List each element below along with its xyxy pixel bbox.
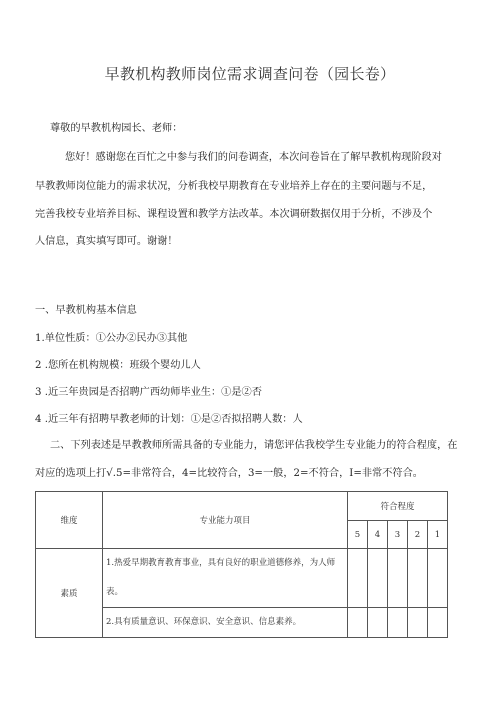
section-instruction: 二、下列表述是早教教师所需具备的专业能力，请您评估我校学生专业能力的符合程度，在 — [50, 440, 458, 451]
question-item: 2 .您所在机构规模：班级个婴幼儿人 — [35, 360, 201, 371]
score-1: 1 — [428, 521, 448, 549]
rating-cell[interactable] — [348, 549, 368, 608]
question-item: 3 .近三年贵园是否招聘广西幼师毕业生：①是②否 — [35, 387, 262, 398]
intro-line: 早教教师岗位能力的需求状况，分析我校早期教育在专业培养上存在的主要问题与不足， — [35, 181, 433, 192]
question-item: 4 .近三年有招聘早教老师的计划：①是②否拟招聘人数：人 — [35, 414, 303, 425]
item-text: 1.热爱早期教育教育事业，具有良好的职业道德修养，为人师 — [106, 558, 336, 568]
rating-cell[interactable] — [428, 608, 448, 638]
greeting: 尊敬的早教机构园长、老师： — [50, 123, 183, 134]
score-5: 5 — [348, 521, 368, 549]
question-item: 1.单位性质：①公办②民办③其他 — [35, 333, 188, 344]
item-text: 2.具有质量意识、环保意识、安全意识、信息素养。 — [106, 617, 302, 627]
score-4: 4 — [368, 521, 388, 549]
rating-cell[interactable] — [388, 549, 408, 608]
section-heading: 一、早教机构基本信息 — [35, 305, 137, 316]
dimension-cell: 素质 — [36, 549, 103, 638]
intro-line: 完善我校专业培养目标、课程设置和教学方法改革。本次调研数据仅用于分析，不涉及个 — [35, 209, 433, 220]
rating-cell[interactable] — [408, 549, 428, 608]
rating-cell[interactable] — [388, 608, 408, 638]
rating-cell[interactable] — [348, 608, 368, 638]
rating-cell[interactable] — [408, 608, 428, 638]
rating-cell[interactable] — [368, 608, 388, 638]
item-text: 表。 — [106, 587, 124, 597]
item-cell — [103, 608, 348, 638]
section-instruction: 对应的选项上打√.5=非常符合，4=比较符合，3=一般，2=不符合，I=非常不符合。 — [35, 468, 423, 479]
rating-table — [35, 491, 448, 638]
score-2: 2 — [408, 521, 428, 549]
dimension-header: 维度 — [36, 492, 103, 549]
score-3: 3 — [388, 521, 408, 549]
page-title: 早教机构教师岗位需求调查问卷（园长卷） — [104, 65, 396, 83]
intro-line: 人信息，真实填写即可。谢谢！ — [35, 236, 178, 247]
rating-cell[interactable] — [368, 549, 388, 608]
rating-header: 符合程度 — [348, 492, 448, 521]
item-header: 专业能力项目 — [103, 492, 348, 549]
item-cell — [103, 549, 348, 608]
table-row — [36, 549, 448, 608]
intro-line: 您好！感谢您在百忙之中参与我们的问卷调查，本次问卷旨在了解早教机构现阶段对 — [65, 152, 442, 163]
rating-cell[interactable] — [428, 549, 448, 608]
